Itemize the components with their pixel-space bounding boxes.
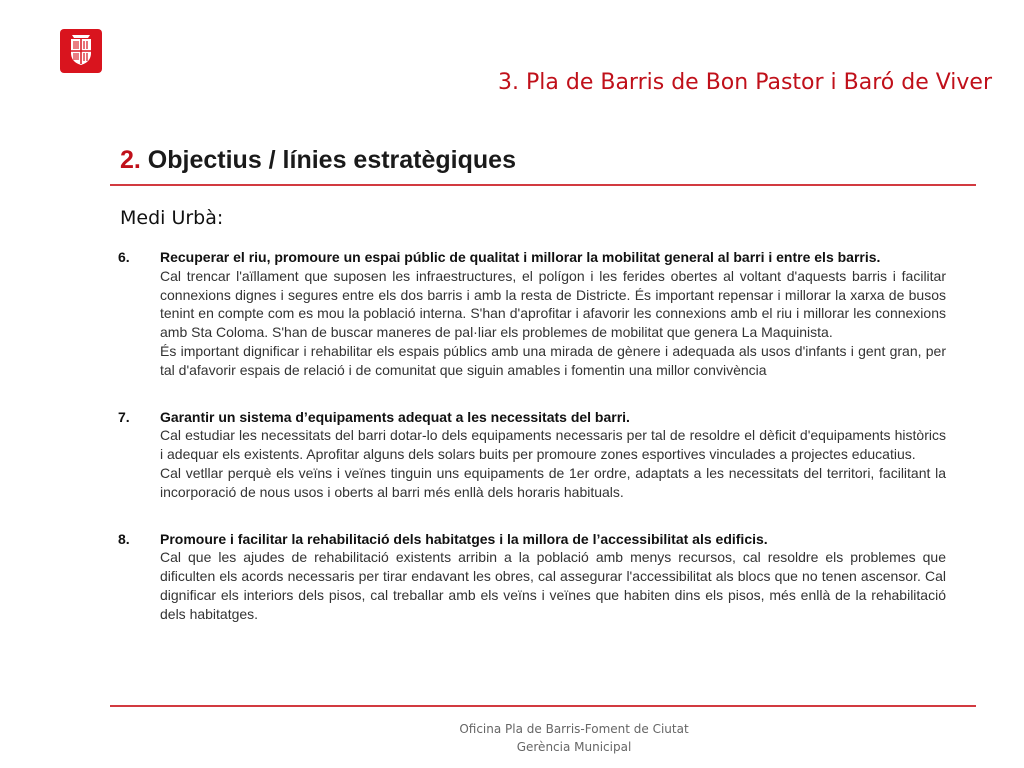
objective-title: Garantir un sistema d’equipaments adequat a les necessitats del barri. (160, 408, 630, 425)
divider-top (110, 184, 976, 186)
objective-body (160, 530, 946, 624)
objective-body (160, 248, 946, 380)
footer-department: Gerència Municipal (516, 740, 632, 754)
section-title: Objectius / línies estratègiques (140, 146, 516, 174)
objective-item (118, 248, 946, 380)
objective-number: 7. (118, 408, 130, 425)
footer-office: Oficina Pla de Barris-Foment de Ciutat (459, 722, 689, 736)
objective-item (118, 530, 946, 624)
slide-title: 3. Pla de Barris de Bon Pastor i Baró de Viver (498, 70, 992, 95)
objective-paragraph: Cal vetllar perquè els veïns i veïnes tinguin uns equipaments de 1er ordre, adaptats a les necessitats del territori, facilitant la incorporació de nous usos i oberts al barri més enllà dels horaris habituals. (160, 464, 946, 500)
objective-paragraph: Cal trencar l'aïllament que suposen les infraestructures, el polígon i les ferides obertes al voltant d'aquests barris i facilitar connexions dignes i segures entre els dos barris i amb la resta de Districte. És important repensar i millorar la xarxa de busos tenint en compte com es mou la població interna. S'han d'aprofitar i afavorir les connexions amb el riu i millorar les connexions amb Sta Coloma. S'han de buscar maneres de pal·liar els problemes de mobilitat que genera La Maquinista. (160, 267, 946, 341)
objectives-list (118, 248, 946, 624)
objective-paragraph: Cal estudiar les necessitats del barri dotar-lo dels equipaments necessaris per tal de resoldre el dèficit d'equipaments històrics i adequar els existents. Aprofitar alguns dels solars buits per promoure zones esportives vinculades a projectes educatius. (160, 427, 946, 463)
objective-body (160, 408, 946, 502)
objective-paragraph: És important dignificar i rehabilitar els espais públics amb una mirada de gènere i adequada als usos d'infants i gent gran, per tal d'afavorir espais de relació i de comunitat que siguin amables i fomentin una millor convivència (160, 342, 946, 378)
divider-bottom (110, 705, 976, 707)
objective-paragraph: Cal que les ajudes de rehabilitació existents arribin a la població amb menys recursos, cal resoldre els problemes que dificulten els acords necessaris per tirar endavant les obres, cal assegurar l'accessibilitat als blocs que no tenen ascensor. Cal dignificar els interiors dels pisos, cal treballar amb els veïns i veïnes que habiten dins els pisos, més enllà de la rehabilitació dels habitatges. (160, 549, 946, 622)
ajuntament-logo-icon (60, 29, 102, 73)
objective-title: Promoure i facilitar la rehabilitació dels habitatges i la millora de l’accessibilitat als edificis. (160, 530, 768, 547)
section-number: 2. (120, 146, 141, 174)
objective-number: 6. (118, 249, 130, 265)
objective-item (118, 408, 946, 502)
section-heading (120, 146, 516, 175)
subheading: Medi Urbà: (120, 207, 224, 229)
objective-title: Recuperar el riu, promoure un espai públic de qualitat i millorar la mobilitat general al barri i entre els barris. (160, 249, 881, 265)
objective-number: 8. (118, 530, 130, 547)
